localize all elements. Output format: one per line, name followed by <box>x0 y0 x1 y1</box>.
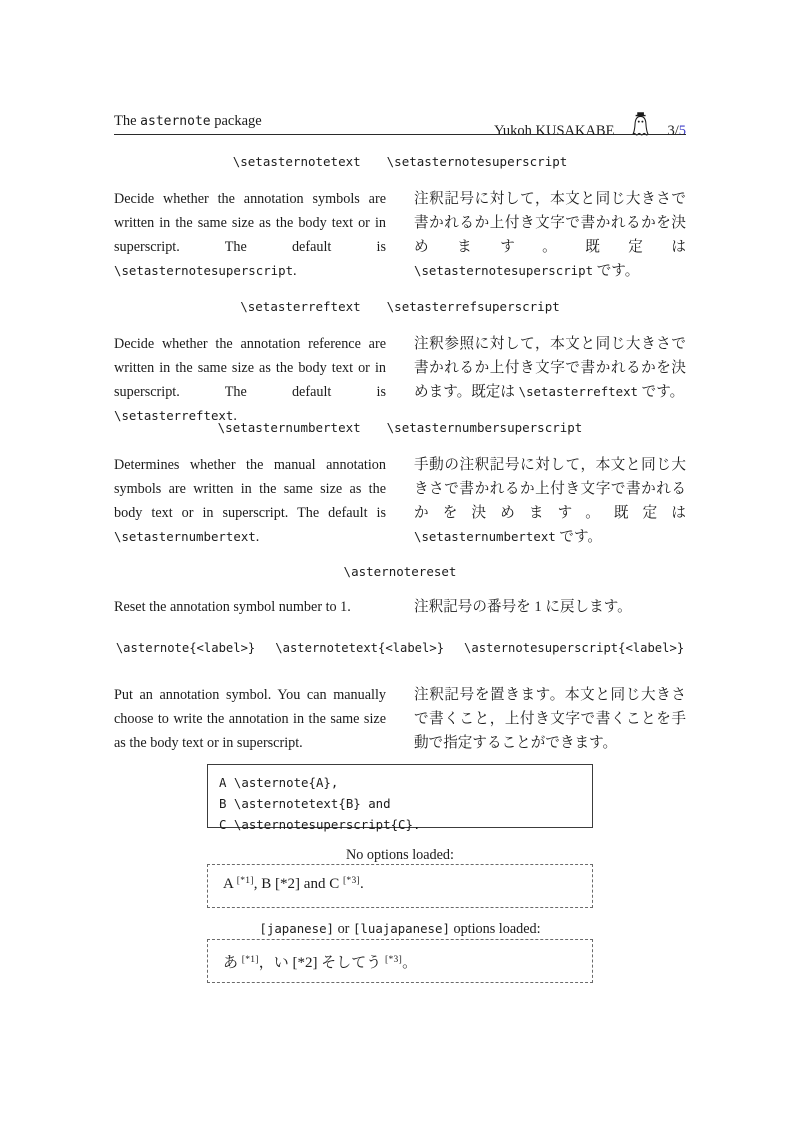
superscript-annotation: [*1] <box>236 875 254 886</box>
ghost-mascot-icon <box>630 111 651 142</box>
text-run: Determines whether the manual annotation symbols are written in the same size as the body text or in superscript. The default is <box>114 457 386 521</box>
text-run: . <box>255 529 260 545</box>
japanese-options-label <box>207 921 593 938</box>
command-name: \setasternumbertext <box>217 420 361 435</box>
superscript-annotation: [*3] <box>385 954 403 965</box>
header-right <box>494 109 686 140</box>
page-current: 3 <box>667 123 675 139</box>
paragraph-japanese <box>414 332 686 428</box>
page-separator: / <box>674 123 679 139</box>
inline-code: \setasternotesuperscript <box>414 263 594 278</box>
command-name: \setasternotesuperscript <box>386 154 568 169</box>
command-name: \asternotetext{<label>} <box>275 641 445 655</box>
text-run: , B [*2] and C <box>253 876 343 892</box>
section-heading-asternote <box>114 641 686 655</box>
section-heading-setasternotetext <box>114 154 686 169</box>
inline-code: \setasterreftext <box>518 384 638 399</box>
code-example-box <box>207 764 593 832</box>
command-name: \setasterreftext <box>240 299 361 314</box>
text-run: 注釈記号に対して，本文と同じ大きさで書かれるか上付き文字で書かれるかを決めます。既定は <box>414 191 686 255</box>
paragraph-english <box>114 187 386 283</box>
inline-code: \setasternumbertext <box>414 529 556 544</box>
text-run: です。 <box>638 384 685 400</box>
package-name: asternote <box>140 114 211 129</box>
command-name: \asternotereset <box>343 564 457 579</box>
command-name: \setasternotetext <box>232 154 361 169</box>
inline-code: \setasternumbertext <box>114 529 256 544</box>
section-heading-setasterreftext <box>114 299 686 314</box>
inline-code: [japanese] <box>259 921 335 936</box>
text-run: or <box>334 921 353 937</box>
result-box-plain <box>207 864 593 908</box>
text-run: 注釈記号の番号を 1 に戻します。 <box>414 599 632 615</box>
text-run: あ <box>223 955 242 971</box>
page-indicator <box>667 123 686 140</box>
text-run: . <box>360 876 364 892</box>
paragraph-japanese <box>414 187 686 283</box>
text-run: です。 <box>593 263 640 279</box>
code-line: A \asternote{A}, <box>219 775 339 790</box>
section-heading-asternotereset <box>114 564 686 579</box>
page-total-link[interactable]: 5 <box>678 123 686 139</box>
text-run: 手動の注釈記号に対して，本文と同じ大きさで書かれるか上付き文字で書かれるかを決めます。既定は <box>414 457 686 521</box>
inline-code: \setasterreftext <box>114 408 234 423</box>
title-pre: The <box>114 113 137 129</box>
inline-code: [luajapanese] <box>352 921 450 936</box>
document-title <box>114 113 262 130</box>
text-run: です。 <box>555 529 603 545</box>
author-name: Yukoh KUSAKABE <box>494 123 615 139</box>
paragraph-japanese <box>414 595 686 619</box>
text-run: Decide whether the annotation reference are written in the same size as the body text or in superscript. The default is <box>114 336 386 400</box>
paragraph-english <box>114 453 386 549</box>
text-run: A <box>223 876 237 892</box>
superscript-annotation: [*1] <box>241 954 259 965</box>
command-name: \setasterrefsuperscript <box>386 299 560 314</box>
paragraph-english <box>114 683 386 755</box>
paragraph-english <box>114 332 386 428</box>
text-run: . <box>233 408 237 424</box>
command-name: \asternote{<label>} <box>115 641 256 655</box>
title-post: package <box>214 113 262 129</box>
paragraph-english <box>114 595 386 619</box>
result-box-japanese <box>207 939 593 983</box>
command-name: \asternotesuperscript{<label>} <box>464 641 685 655</box>
command-name: \setasternumbersuperscript <box>386 420 583 435</box>
text-run: . <box>293 263 297 279</box>
text-run: 注釈参照に対して，本文と同じ大きさで書かれるか上付き文字で書かれるかを決めます。既定は <box>414 336 686 400</box>
inline-code: \setasternotesuperscript <box>114 263 294 278</box>
section-body <box>114 453 686 549</box>
text-run: Put an annotation symbol. You can manually choose to write the annotation in the same size as the body text or in superscript. <box>114 687 386 751</box>
text-run: 注釈記号を置きます。本文と同じ大きさで書くこと，上付き文字で書くことを手動で指定することができます。 <box>414 687 686 751</box>
header-rule <box>114 134 686 135</box>
superscript-annotation: [*3] <box>342 875 360 886</box>
section-body <box>114 332 686 428</box>
paragraph-japanese <box>414 453 686 549</box>
section-heading-setasternumbertext <box>114 420 686 435</box>
no-options-label <box>207 847 593 864</box>
code-line: B \asternotetext{B} and <box>219 796 391 811</box>
code-line: C \asternotesuperscript{C}. <box>219 817 421 832</box>
section-body <box>114 187 686 283</box>
paragraph-japanese <box>414 683 686 755</box>
text-run: Reset the annotation symbol number to 1. <box>114 599 351 615</box>
text-run: Decide whether the annotation symbols are written in the same size as the body text or in superscript. The default is <box>114 191 386 255</box>
section-body <box>114 595 686 619</box>
section-body <box>114 683 686 755</box>
text-run: options loaded: <box>449 921 541 937</box>
text-run: ，い [*2] そしてう <box>258 955 386 971</box>
text-run: 。 <box>402 955 418 971</box>
label-text: No options loaded: <box>346 847 454 863</box>
